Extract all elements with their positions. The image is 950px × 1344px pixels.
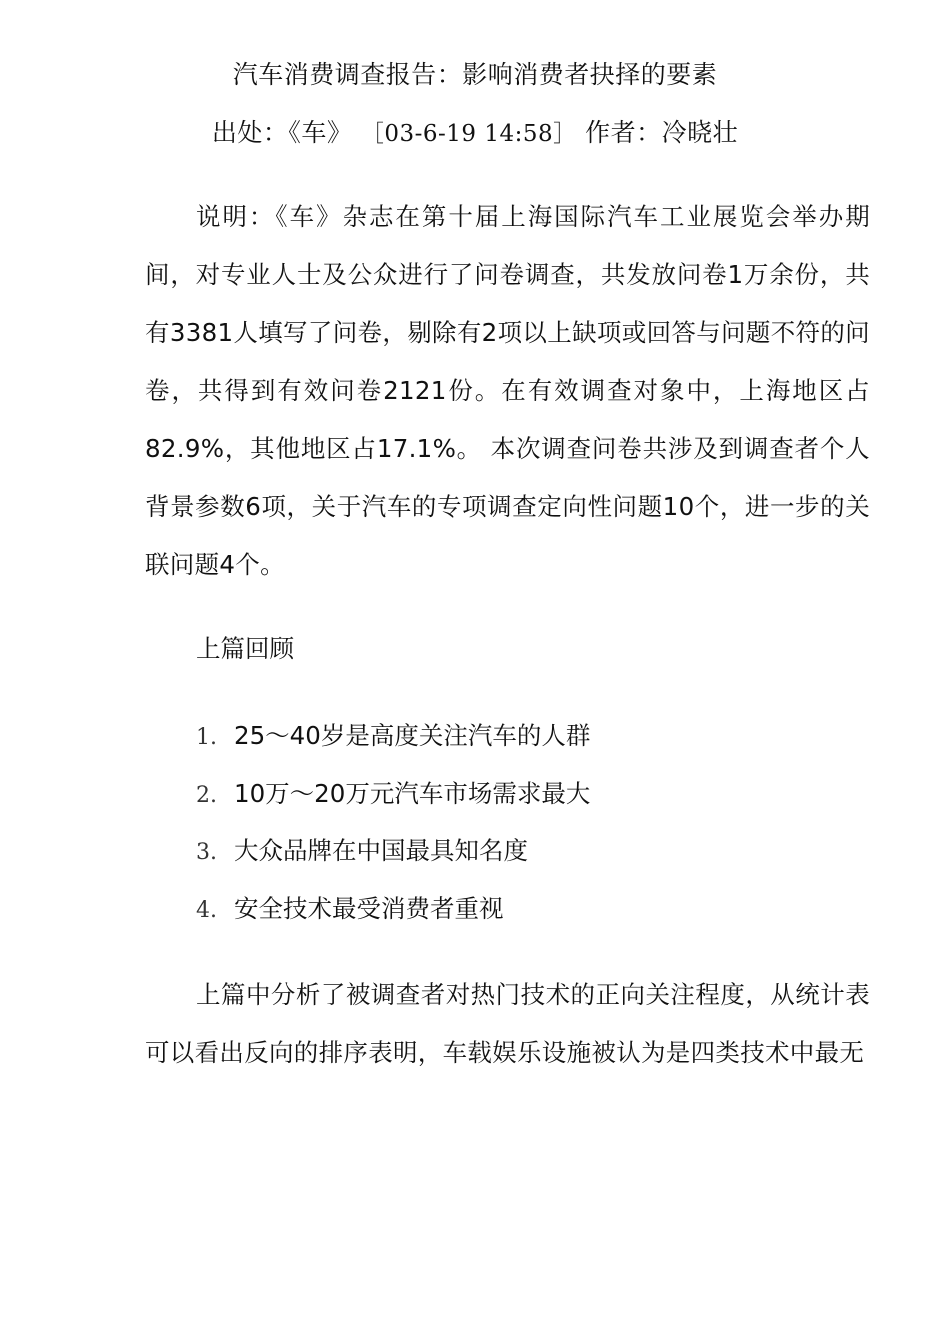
author: 作者：冷晓壮 — [585, 118, 739, 147]
intro-paragraph: 说明：《车》杂志在第十届上海国际汽车工业展览会举办期间，对专业人士及公众进行了问卷调查，共发放问卷1万余份，共有3381人填写了问卷，剔除有2项以上缺项或回答与问题不符的问卷，共得到有效问卷2121份。在有效调查对象中，上海地区占82.9%，其他地区占17.1%。 本次调查问卷共涉及到调查者个人背景参数6项，关于汽车的专项调查定向性问题10个，进一步的关联问题4个。 — [145, 202, 870, 579]
list-item — [196, 765, 590, 823]
closing-paragraph: 上篇中分析了被调查者对热门技术的正向关注程度，从统计表可以看出反向的排序表明，车载娱乐设施被认为是四类技术中最无 — [145, 980, 870, 1067]
publish-date: ［03-6-19 14:58］ — [360, 121, 577, 147]
review-heading: 上篇回顾 — [196, 634, 294, 663]
review-list — [196, 707, 590, 937]
list-item — [196, 707, 590, 765]
list-item-number: 3. — [196, 840, 217, 865]
list-item-number: 4. — [196, 897, 217, 923]
list-item-text: 25～40岁是高度关注汽车的人群 — [234, 721, 591, 750]
list-item-text: 10万～20万元汽车市场需求最大 — [234, 778, 591, 808]
list-item — [196, 880, 590, 938]
list-item-number: 2. — [196, 782, 217, 808]
list-item-text: 安全技术最受消费者重视 — [234, 893, 504, 923]
source-line — [0, 116, 950, 151]
source-label: 出处：《车》 — [211, 118, 353, 147]
list-item-number: 1. — [196, 725, 217, 750]
list-item — [196, 822, 590, 880]
document-title: 汽车消费调查报告：影响消费者抉择的要素 — [232, 60, 718, 89]
list-item-text: 大众品牌在中国最具知名度 — [234, 836, 528, 865]
